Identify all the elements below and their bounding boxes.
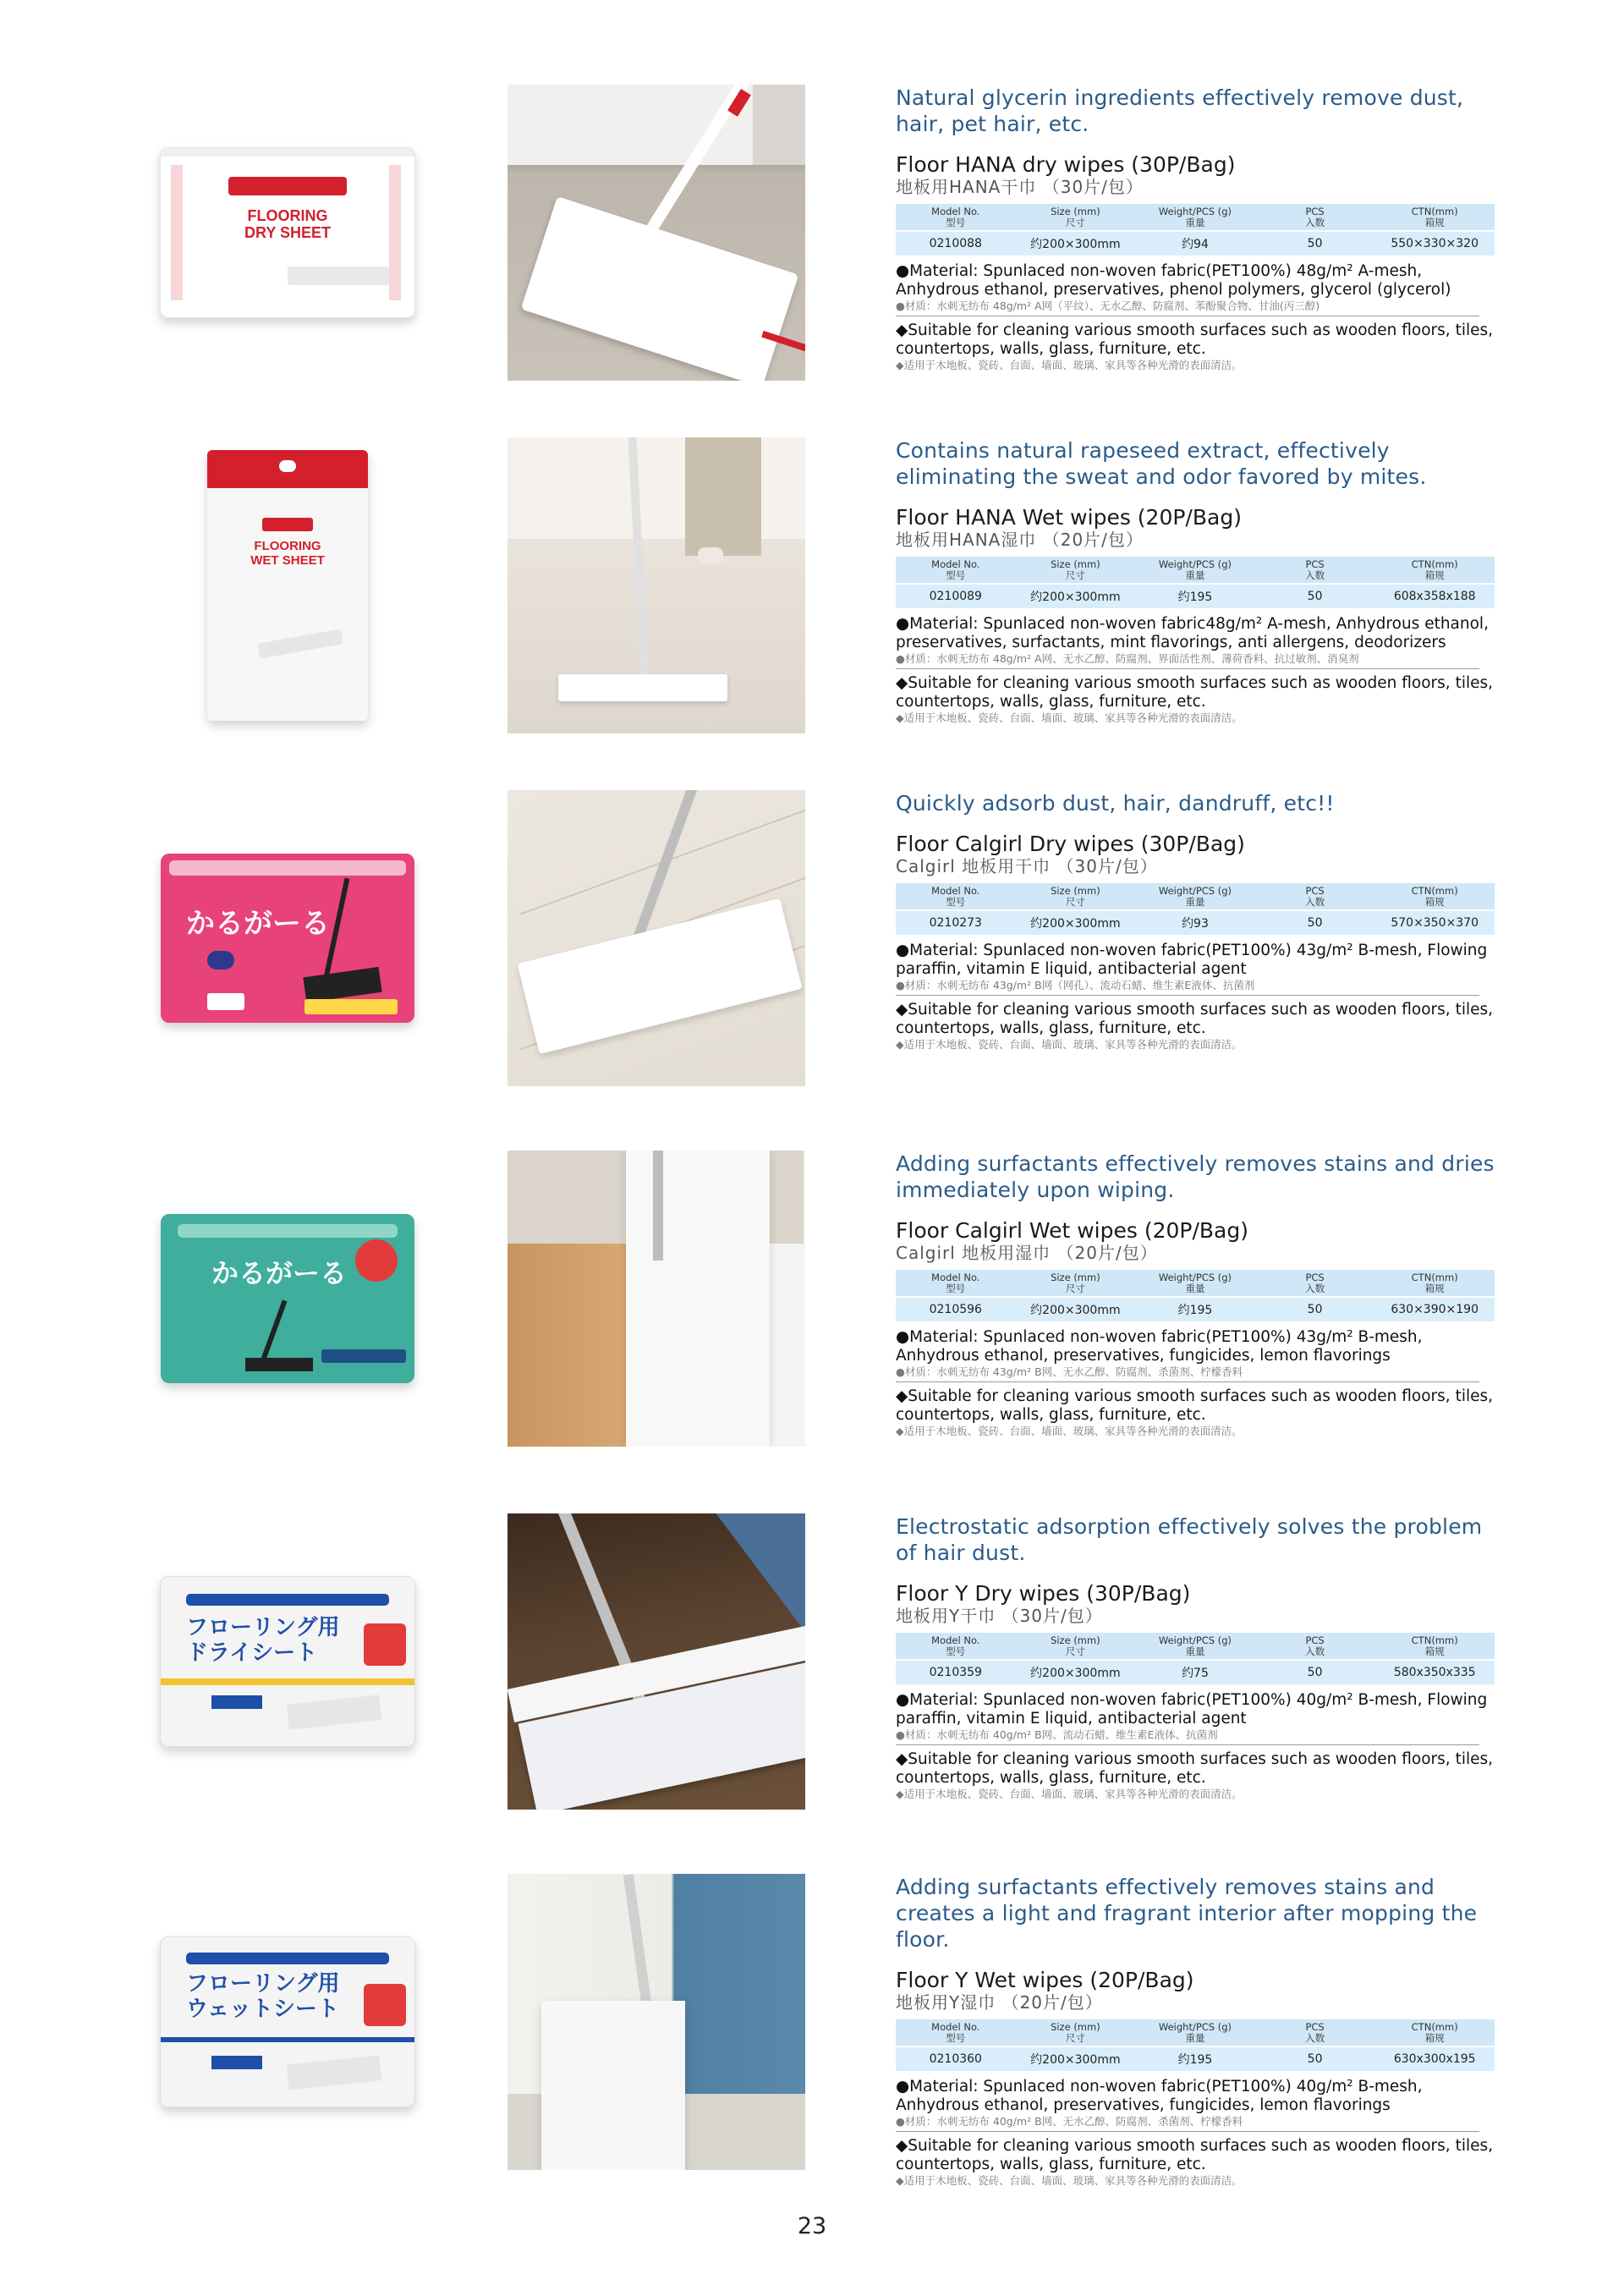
header-model: Model No. 型号 xyxy=(896,204,1016,231)
cell-size: 约200×300mm xyxy=(1016,910,1136,935)
usage-en: ◆Suitable for cleaning various smooth surfaces such as wooden floors, tiles, countertops, walls, glass, furniture, etc. xyxy=(896,1387,1493,1424)
product-name-en: Floor HANA dry wipes (30P/Bag) xyxy=(896,152,1236,177)
usage-photo xyxy=(508,85,805,381)
cell-pcs: 50 xyxy=(1255,910,1375,935)
product-section-2 xyxy=(0,437,1624,733)
spec-table xyxy=(896,204,1495,255)
package-image: かるがーる xyxy=(140,790,436,1086)
cell-size: 约200×300mm xyxy=(1016,2046,1136,2071)
product-name-en: Floor Calgirl Dry wipes (30P/Bag) xyxy=(896,832,1245,856)
cell-pcs: 50 xyxy=(1255,2046,1375,2071)
table-row xyxy=(896,910,1495,935)
header-pcs: PCS 入数 xyxy=(1255,2019,1375,2046)
usage-en: ◆Suitable for cleaning various smooth surfaces such as wooden floors, tiles, countertops, walls, glass, furniture, etc. xyxy=(896,321,1493,358)
material-cn: ●材质：水刺无纺布 40g/m² B网、无水乙醇、防腐剂、杀菌剂、柠檬香料 xyxy=(896,2115,1479,2132)
product-name-en: Floor Y Wet wipes (20P/Bag) xyxy=(896,1968,1194,1992)
product-tagline: Adding surfactants effectively removes stains and creates a light and fragrant interior after mopping the floor. xyxy=(896,1875,1478,1952)
usage-photo xyxy=(508,1513,805,1810)
cell-model: 0210359 xyxy=(896,1660,1016,1684)
spec-table xyxy=(896,1633,1495,1684)
material-en: ●Material: Spunlaced non-woven fabric(PET100%) 43g/m² B-mesh, Flowing paraffin, vitamin E liquid, antibacterial agent xyxy=(896,942,1488,978)
cell-weight: 约195 xyxy=(1135,1297,1255,1321)
header-size: Size (mm) 尺寸 xyxy=(1016,1270,1136,1297)
material-cn: ●材质：水刺无纺布 40g/m² B网、流动石蜡、维生素E液体、抗菌剂 xyxy=(896,1728,1479,1745)
cell-size: 约200×300mm xyxy=(1016,1660,1136,1684)
header-pcs: PCS 入数 xyxy=(1255,1270,1375,1297)
material-cn: ●材质：水刺无纺布 43g/m² B网、无水乙醇、防腐剂、杀菌剂、柠檬香料 xyxy=(896,1365,1479,1382)
header-pcs: PCS 入数 xyxy=(1255,883,1375,910)
product-section-1 xyxy=(0,85,1624,381)
material-en: ●Material: Spunlaced non-woven fabric48g/m² A-mesh, Anhydrous ethanol, preservatives, surfactants, mint flavorings, anti allergens, deodorizers xyxy=(896,615,1489,651)
usage-photo xyxy=(508,1151,805,1447)
header-ctn: CTN(mm) 箱规 xyxy=(1374,1270,1495,1297)
product-name-cn: 地板用HANA湿巾 （20片/包） xyxy=(896,530,1144,550)
cell-ctn: 608x358x188 xyxy=(1374,584,1495,608)
header-weight: Weight/PCS (g) 重量 xyxy=(1135,1633,1255,1660)
cell-size: 约200×300mm xyxy=(1016,1297,1136,1321)
header-weight: Weight/PCS (g) 重量 xyxy=(1135,883,1255,910)
header-model: Model No. 型号 xyxy=(896,1270,1016,1297)
cell-model: 0210360 xyxy=(896,2046,1016,2071)
table-row xyxy=(896,584,1495,608)
cell-weight: 约93 xyxy=(1135,910,1255,935)
cell-weight: 约75 xyxy=(1135,1660,1255,1684)
product-name-cn: 地板用Y湿巾 （20片/包） xyxy=(896,1992,1103,2013)
material-cn: ●材质：水刺无纺布 48g/m² A网、无水乙醇、防腐剂、界面活性剂、薄荷香料、抗过敏剂、消臭剂 xyxy=(896,652,1479,669)
header-pcs: PCS 入数 xyxy=(1255,204,1375,231)
product-tagline: Quickly adsorb dust, hair, dandruff, etc!! xyxy=(896,791,1335,816)
product-info xyxy=(896,1874,1505,2188)
package-image: FLOORING DRY SHEET xyxy=(140,85,436,381)
product-tagline: Natural glycerin ingredients effectively remove dust, hair, pet hair, etc. xyxy=(896,85,1464,136)
product-info xyxy=(896,85,1505,372)
material-en: ●Material: Spunlaced non-woven fabric(PET100%) 40g/m² B-mesh, Flowing paraffin, vitamin E liquid, antibacterial agent xyxy=(896,1691,1488,1727)
header-ctn: CTN(mm) 箱规 xyxy=(1374,204,1495,231)
product-section-5 xyxy=(0,1513,1624,1810)
header-model: Model No. 型号 xyxy=(896,2019,1016,2046)
material-cn: ●材质：水刺无纺布 48g/m² A网（平纹）、无水乙醇、防腐剂、苯酚聚合物、甘油(丙三醇) xyxy=(896,299,1479,316)
cell-pcs: 50 xyxy=(1255,1297,1375,1321)
product-section-4 xyxy=(0,1151,1624,1447)
header-size: Size (mm) 尺寸 xyxy=(1016,557,1136,584)
usage-cn: ◆适用于木地板、瓷砖、台面、墙面、玻璃、家具等各种光滑的表面清洁。 xyxy=(896,2174,1243,2187)
cell-model: 0210089 xyxy=(896,584,1016,608)
cell-weight: 约195 xyxy=(1135,584,1255,608)
usage-cn: ◆适用于木地板、瓷砖、台面、墙面、玻璃、家具等各种光滑的表面清洁。 xyxy=(896,359,1243,371)
header-weight: Weight/PCS (g) 重量 xyxy=(1135,557,1255,584)
header-size: Size (mm) 尺寸 xyxy=(1016,204,1136,231)
product-name-en: Floor HANA Wet wipes (20P/Bag) xyxy=(896,505,1242,530)
usage-cn: ◆适用于木地板、瓷砖、台面、墙面、玻璃、家具等各种光滑的表面清洁。 xyxy=(896,711,1243,724)
header-model: Model No. 型号 xyxy=(896,1633,1016,1660)
cell-size: 约200×300mm xyxy=(1016,584,1136,608)
product-tagline: Electrostatic adsorption effectively solves the problem of hair dust. xyxy=(896,1514,1483,1565)
material-en: ●Material: Spunlaced non-woven fabric(PET100%) 40g/m² B-mesh, Anhydrous ethanol, preservatives, fungicides, lemon flavorings xyxy=(896,2078,1423,2114)
cell-pcs: 50 xyxy=(1255,1660,1375,1684)
spec-table xyxy=(896,1270,1495,1321)
product-name-cn: Calgirl 地板用湿巾 （20片/包） xyxy=(896,1243,1158,1263)
header-model: Model No. 型号 xyxy=(896,883,1016,910)
cell-ctn: 580x350x335 xyxy=(1374,1660,1495,1684)
cell-pcs: 50 xyxy=(1255,584,1375,608)
spec-table xyxy=(896,883,1495,935)
product-tagline: Adding surfactants effectively removes stains and dries immediately upon wiping. xyxy=(896,1151,1495,1202)
package-image: フローリング用 ドライシート xyxy=(140,1513,436,1810)
table-row xyxy=(896,231,1495,255)
material-cn: ●材质：水刺无纺布 43g/m² B网（网孔）、流动石蜡、维生素E液体、抗菌剂 xyxy=(896,979,1479,996)
cell-weight: 约94 xyxy=(1135,231,1255,255)
header-ctn: CTN(mm) 箱规 xyxy=(1374,557,1495,584)
table-row xyxy=(896,1297,1495,1321)
cell-ctn: 630×390×190 xyxy=(1374,1297,1495,1321)
spec-table xyxy=(896,2019,1495,2071)
material-en: ●Material: Spunlaced non-woven fabric(PET100%) 43g/m² B-mesh, Anhydrous ethanol, preservatives, fungicides, lemon flavorings xyxy=(896,1328,1423,1365)
material-en: ●Material: Spunlaced non-woven fabric(PET100%) 48g/m² A-mesh, Anhydrous ethanol, preservatives, phenol polymers, glycerol (glycerol) xyxy=(896,262,1451,299)
product-section-6 xyxy=(0,1874,1624,2187)
cell-pcs: 50 xyxy=(1255,231,1375,255)
usage-en: ◆Suitable for cleaning various smooth surfaces such as wooden floors, tiles, countertops, walls, glass, furniture, etc. xyxy=(896,1750,1493,1787)
header-weight: Weight/PCS (g) 重量 xyxy=(1135,2019,1255,2046)
header-ctn: CTN(mm) 箱规 xyxy=(1374,2019,1495,2046)
header-weight: Weight/PCS (g) 重量 xyxy=(1135,204,1255,231)
usage-cn: ◆适用于木地板、瓷砖、台面、墙面、玻璃、家具等各种光滑的表面清洁。 xyxy=(896,1788,1243,1800)
cell-model: 0210088 xyxy=(896,231,1016,255)
header-size: Size (mm) 尺寸 xyxy=(1016,2019,1136,2046)
product-name-cn: 地板用Y干巾 （30片/包） xyxy=(896,1606,1103,1626)
product-info xyxy=(896,437,1505,725)
header-ctn: CTN(mm) 箱规 xyxy=(1374,883,1495,910)
header-size: Size (mm) 尺寸 xyxy=(1016,1633,1136,1660)
header-size: Size (mm) 尺寸 xyxy=(1016,883,1136,910)
usage-en: ◆Suitable for cleaning various smooth surfaces such as wooden floors, tiles, countertops, walls, glass, furniture, etc. xyxy=(896,1001,1493,1037)
header-weight: Weight/PCS (g) 重量 xyxy=(1135,1270,1255,1297)
product-info xyxy=(896,1151,1505,1438)
product-info xyxy=(896,1513,1505,1801)
header-pcs: PCS 入数 xyxy=(1255,557,1375,584)
table-row xyxy=(896,1660,1495,1684)
product-name-en: Floor Y Dry wipes (30P/Bag) xyxy=(896,1581,1191,1606)
header-ctn: CTN(mm) 箱规 xyxy=(1374,1633,1495,1660)
header-pcs: PCS 入数 xyxy=(1255,1633,1375,1660)
usage-cn: ◆适用于木地板、瓷砖、台面、墙面、玻璃、家具等各种光滑的表面清洁。 xyxy=(896,1425,1243,1437)
cell-size: 约200×300mm xyxy=(1016,231,1136,255)
product-section-3 xyxy=(0,790,1624,1086)
usage-photo xyxy=(508,437,805,733)
package-image: FLOORING WET SHEET xyxy=(140,437,436,733)
header-model: Model No. 型号 xyxy=(896,557,1016,584)
usage-photo xyxy=(508,1874,805,2170)
product-name-cn: Calgirl 地板用干巾 （30片/包） xyxy=(896,856,1158,876)
cell-model: 0210273 xyxy=(896,910,1016,935)
usage-cn: ◆适用于木地板、瓷砖、台面、墙面、玻璃、家具等各种光滑的表面清洁。 xyxy=(896,1038,1243,1051)
product-info xyxy=(896,790,1505,1052)
cell-ctn: 630x300x195 xyxy=(1374,2046,1495,2071)
usage-en: ◆Suitable for cleaning various smooth surfaces such as wooden floors, tiles, countertops, walls, glass, furniture, etc. xyxy=(896,674,1493,711)
product-name-en: Floor Calgirl Wet wipes (20P/Bag) xyxy=(896,1218,1249,1243)
package-image: かるがーる xyxy=(140,1151,436,1447)
page-number: 23 xyxy=(797,2213,827,2239)
product-tagline: Contains natural rapeseed extract, effectively eliminating the sweat and odor favored by mites. xyxy=(896,438,1427,489)
cell-ctn: 570×350×370 xyxy=(1374,910,1495,935)
cell-model: 0210596 xyxy=(896,1297,1016,1321)
table-row xyxy=(896,2046,1495,2071)
cell-weight: 约195 xyxy=(1135,2046,1255,2071)
usage-en: ◆Suitable for cleaning various smooth surfaces such as wooden floors, tiles, countertops, walls, glass, furniture, etc. xyxy=(896,2137,1493,2173)
spec-table xyxy=(896,557,1495,608)
package-image: フローリング用 ウェットシート xyxy=(140,1874,436,2170)
usage-photo xyxy=(508,790,805,1086)
product-name-cn: 地板用HANA干巾 （30片/包） xyxy=(896,177,1144,197)
cell-ctn: 550×330×320 xyxy=(1374,231,1495,255)
